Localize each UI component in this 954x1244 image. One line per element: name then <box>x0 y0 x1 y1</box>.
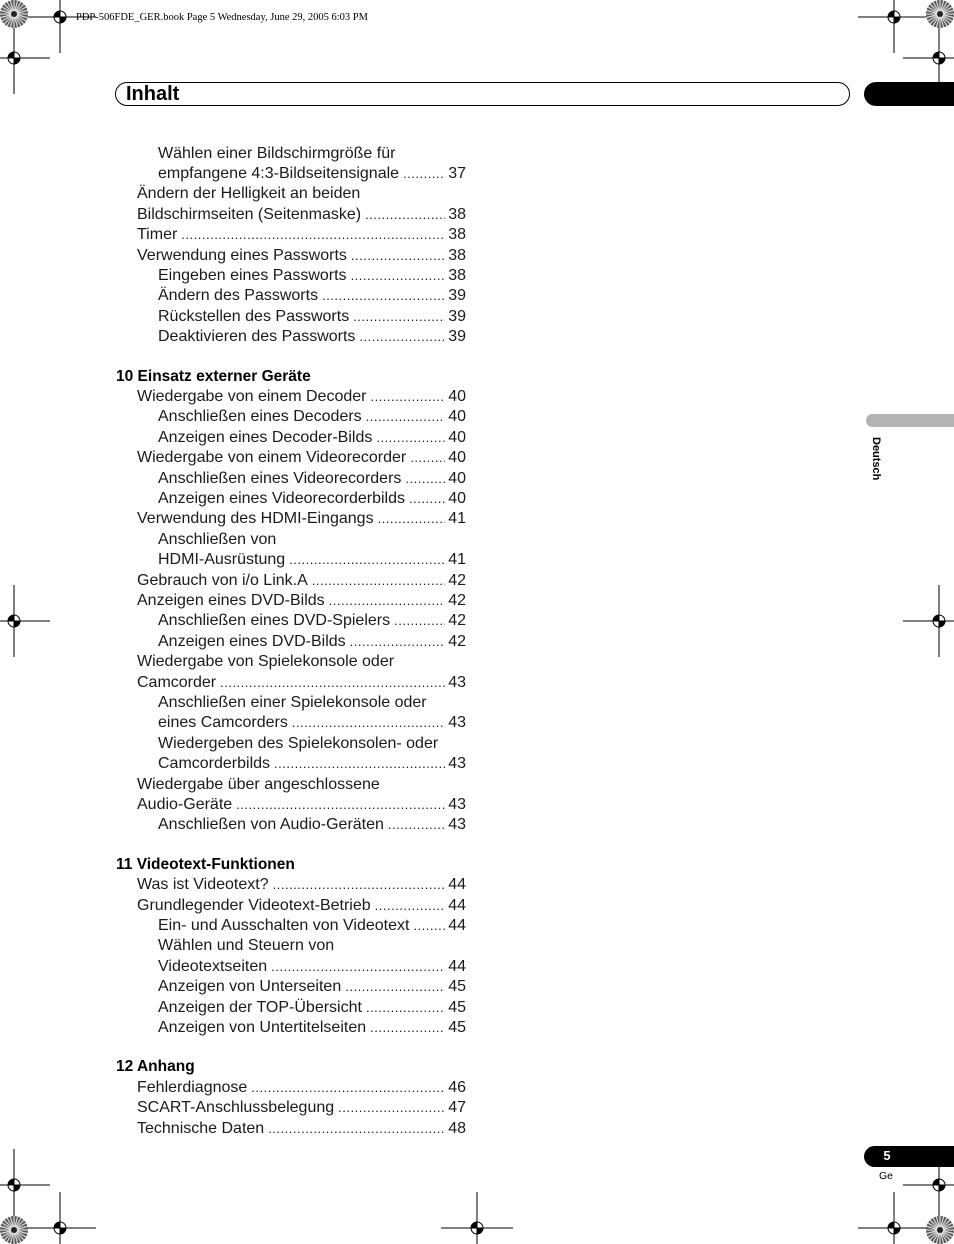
toc-section-heading <box>116 367 311 387</box>
toc-entry <box>137 673 466 693</box>
dot-leader <box>271 957 445 977</box>
toc-entry-text: Camcorder <box>137 673 217 691</box>
registration-crosshair-icon <box>903 585 954 657</box>
toc-section-heading <box>116 1057 195 1077</box>
toc-entry-text: Anschließen von <box>158 530 277 548</box>
dot-leader <box>322 286 445 306</box>
toc-page-number: 43 <box>448 673 466 691</box>
toc-entry-text: Anzeigen eines DVD-Bilds <box>158 632 346 650</box>
toc-entry <box>158 713 466 733</box>
dot-leader <box>375 896 446 916</box>
toc-page-number: 37 <box>448 164 466 182</box>
toc-entry-text: Wiedergeben des Spielekonsolen- oder <box>158 734 439 752</box>
language-side-label: Deutsch <box>870 437 882 481</box>
dot-leader <box>345 977 445 997</box>
toc-entry-text: Wiedergabe von einem Decoder <box>137 387 367 405</box>
dot-leader <box>312 571 445 591</box>
title-bar <box>115 82 850 106</box>
dot-leader <box>251 1078 445 1098</box>
dot-leader <box>329 591 446 611</box>
toc-entry-text: 10 Einsatz externer Geräte <box>116 367 311 385</box>
registration-crosshair-icon <box>24 1192 96 1244</box>
registration-crosshair-icon <box>441 1192 513 1244</box>
page-number-tab <box>864 1146 954 1167</box>
toc-entry-text: Technische Daten <box>137 1119 265 1137</box>
toc-entry-text: Anschließen eines Decoders <box>158 408 362 426</box>
dot-leader <box>273 875 446 895</box>
dot-leader <box>181 225 445 245</box>
dot-leader <box>405 469 445 489</box>
toc-page-number: 38 <box>448 266 466 284</box>
toc-entry-text: Anzeigen von Unterseiten <box>158 978 342 996</box>
toc-entry <box>158 734 438 754</box>
toc-page-number: 40 <box>448 469 466 487</box>
toc-entry-text: Audio-Geräte <box>137 795 233 813</box>
toc-entry <box>158 957 466 977</box>
toc-entry <box>158 144 395 164</box>
toc-page-number: 40 <box>448 387 466 405</box>
toc-entry <box>158 530 276 550</box>
toc-entry <box>137 775 380 795</box>
page-title: Inhalt <box>126 83 180 105</box>
dot-leader <box>353 307 445 327</box>
dot-leader <box>370 1018 445 1038</box>
toc-page-number: 42 <box>448 632 466 650</box>
dot-leader <box>409 489 445 509</box>
toc-entry <box>158 307 466 327</box>
registration-crosshair-icon <box>0 585 50 657</box>
dot-leader <box>366 998 445 1018</box>
dot-leader <box>274 754 445 774</box>
toc-page-number: 44 <box>448 957 466 975</box>
toc-page-number: 47 <box>448 1099 466 1117</box>
toc-entry-text: Wiedergabe von einem Videorecorder <box>137 449 407 467</box>
toc-entry <box>158 815 466 835</box>
toc-entry <box>158 1018 466 1038</box>
toc-entry-text: Wiedergabe von Spielekonsole oder <box>137 653 395 671</box>
dot-leader <box>351 246 445 266</box>
toc-page-number: 45 <box>448 978 466 996</box>
toc-entry-text: Wählen und Steuern von <box>158 937 335 955</box>
dot-leader <box>350 632 446 652</box>
toc-entry-text: empfangene 4:3-Bildseitensignale <box>158 164 400 182</box>
toc-page-number: 45 <box>448 1018 466 1036</box>
toc-page-number: 42 <box>448 591 466 609</box>
toc-page-number: 43 <box>448 755 466 773</box>
dot-leader <box>413 916 445 936</box>
toc-entry <box>158 164 466 184</box>
color-target-icon <box>926 1216 954 1244</box>
toc-page-number: 39 <box>448 307 466 325</box>
toc-page-number: 44 <box>448 876 466 894</box>
color-target-icon <box>0 0 28 28</box>
toc-page-number: 38 <box>448 226 466 244</box>
toc-entry-text: eines Camcorders <box>158 714 288 732</box>
toc-entry <box>137 225 466 245</box>
toc-entry <box>158 428 466 448</box>
toc-entry <box>137 571 466 591</box>
dot-leader <box>359 327 445 347</box>
toc-entry-text: Anzeigen von Untertitelseiten <box>158 1018 367 1036</box>
toc-entry <box>137 1098 466 1118</box>
toc-entry <box>158 407 466 427</box>
color-target-icon <box>926 0 954 28</box>
page-number: 5 <box>883 1148 891 1163</box>
toc-page-number: 43 <box>448 816 466 834</box>
dot-leader <box>289 550 445 570</box>
toc-entry-text: 11 Videotext-Funktionen <box>116 855 295 873</box>
language-code: Ge <box>879 1170 894 1182</box>
toc-entry <box>158 754 466 774</box>
toc-entry <box>137 184 360 204</box>
toc-page-number: 40 <box>448 408 466 426</box>
toc-entry <box>158 266 466 286</box>
toc-entry-text: Camcorderbilds <box>158 755 271 773</box>
registration-crosshair-icon <box>0 1149 50 1221</box>
toc-entry <box>158 936 334 956</box>
toc-page-number: 39 <box>448 328 466 346</box>
toc-entry <box>137 1078 466 1098</box>
toc-page-number: 42 <box>448 571 466 589</box>
toc-page-number: 43 <box>448 795 466 813</box>
toc-page-number: 41 <box>448 551 466 569</box>
toc-entry <box>137 205 466 225</box>
toc-page-number: 40 <box>448 489 466 507</box>
toc-entry <box>158 632 466 652</box>
toc-page-number: 44 <box>448 896 466 914</box>
toc-entry-text: Anzeigen eines DVD-Bilds <box>137 591 325 609</box>
registration-crosshair-icon <box>858 1192 930 1244</box>
color-target-icon <box>0 1216 28 1244</box>
toc-entry <box>137 591 466 611</box>
dot-leader <box>220 673 445 693</box>
toc-entry-text: Verwendung des HDMI-Eingangs <box>137 510 374 528</box>
registration-crosshair-icon <box>858 0 930 53</box>
toc-entry <box>137 875 466 895</box>
toc-entry-text: Rückstellen des Passworts <box>158 307 350 325</box>
toc-page-number: 44 <box>448 916 466 934</box>
toc-entry <box>158 327 466 347</box>
toc-entry <box>158 998 466 1018</box>
toc-entry <box>158 550 466 570</box>
toc-page-number: 39 <box>448 287 466 305</box>
toc-page-number: 41 <box>448 510 466 528</box>
dot-leader <box>338 1098 445 1118</box>
toc-entry-text: Eingeben eines Passworts <box>158 266 347 284</box>
toc-page-number: 42 <box>448 612 466 630</box>
dot-leader <box>370 387 445 407</box>
toc-entry <box>158 611 466 631</box>
toc-entry-text: Deaktivieren des Passworts <box>158 328 356 346</box>
toc-page-number: 40 <box>448 449 466 467</box>
toc-entry-text: 12 Anhang <box>116 1058 195 1076</box>
dot-leader <box>365 205 445 225</box>
toc-entry-text: SCART-Anschlussbelegung <box>137 1099 335 1117</box>
toc-entry-text: Anzeigen der TOP-Übersicht <box>158 998 362 1016</box>
toc-page-number: 38 <box>448 246 466 264</box>
toc-entry-text: Fehlerdiagnose <box>137 1078 248 1096</box>
toc-entry-text: Ein- und Ausschalten von Videotext <box>158 916 410 934</box>
toc-entry <box>158 469 466 489</box>
toc-entry <box>137 795 466 815</box>
toc-page-number: 38 <box>448 205 466 223</box>
toc-entry <box>137 896 466 916</box>
registration-crosshair-icon <box>0 22 50 94</box>
dot-leader <box>378 509 446 529</box>
toc-page-number: 45 <box>448 998 466 1016</box>
language-side-tab <box>866 414 954 427</box>
toc-entry-text: Grundlegender Videotext-Betrieb <box>137 896 371 914</box>
toc-page-number: 46 <box>448 1078 466 1096</box>
toc-entry-text: Ändern der Helligkeit an beiden <box>137 185 361 203</box>
toc-entry <box>158 693 427 713</box>
toc-entry-text: Anschließen eines Videorecorders <box>158 469 402 487</box>
toc-entry <box>137 387 466 407</box>
dot-leader <box>268 1119 445 1139</box>
dot-leader <box>388 815 445 835</box>
toc-entry-text: Wiedergabe über angeschlossene <box>137 775 380 793</box>
toc-entry-text: Bildschirmseiten (Seitenmaske) <box>137 205 362 223</box>
toc-entry-text: Anzeigen eines Videorecorderbilds <box>158 489 405 507</box>
toc-entry-text: Ändern des Passworts <box>158 287 319 305</box>
toc-entry-text: Was ist Videotext? <box>137 876 269 894</box>
dot-leader <box>410 448 445 468</box>
dot-leader <box>366 407 446 427</box>
toc-entry <box>158 977 466 997</box>
registration-crosshair-icon <box>24 0 96 53</box>
header-tab <box>864 82 954 106</box>
dot-leader <box>292 713 445 733</box>
toc-section-heading <box>116 855 295 875</box>
dot-leader <box>394 611 445 631</box>
toc-entry <box>137 246 466 266</box>
toc-entry-text: Anschließen einer Spielekonsole oder <box>158 693 427 711</box>
toc-page-number: 43 <box>448 714 466 732</box>
toc-entry-text: Anzeigen eines Decoder-Bilds <box>158 428 373 446</box>
dot-leader <box>351 266 446 286</box>
dot-leader <box>236 795 445 815</box>
toc-entry <box>137 1119 466 1139</box>
dot-leader <box>376 428 445 448</box>
toc-entry-text: Anschließen von Audio-Geräten <box>158 816 384 834</box>
toc-entry <box>137 652 394 672</box>
toc-entry-text: Gebrauch von i/o Link.A <box>137 571 308 589</box>
toc-entry <box>158 916 466 936</box>
toc-page-number: 48 <box>448 1119 466 1137</box>
dot-leader <box>403 164 445 184</box>
toc-entry-text: Wählen einer Bildschirmgröße für <box>158 144 396 162</box>
book-file-header: PDP-506FDE_GER.book Page 5 Wednesday, June 29, 2005 6:03 PM <box>76 12 368 23</box>
toc-entry <box>158 286 466 306</box>
toc-entry-text: Anschließen eines DVD-Spielers <box>158 612 391 630</box>
toc-entry-text: Videotextseiten <box>158 957 268 975</box>
toc-page-number: 40 <box>448 428 466 446</box>
toc-entry <box>137 509 466 529</box>
toc-entry-text: HDMI-Ausrüstung <box>158 551 286 569</box>
toc-entry-text: Timer <box>137 226 178 244</box>
toc-entry-text: Verwendung eines Passworts <box>137 246 347 264</box>
toc-entry <box>158 489 466 509</box>
toc-entry <box>137 448 466 468</box>
